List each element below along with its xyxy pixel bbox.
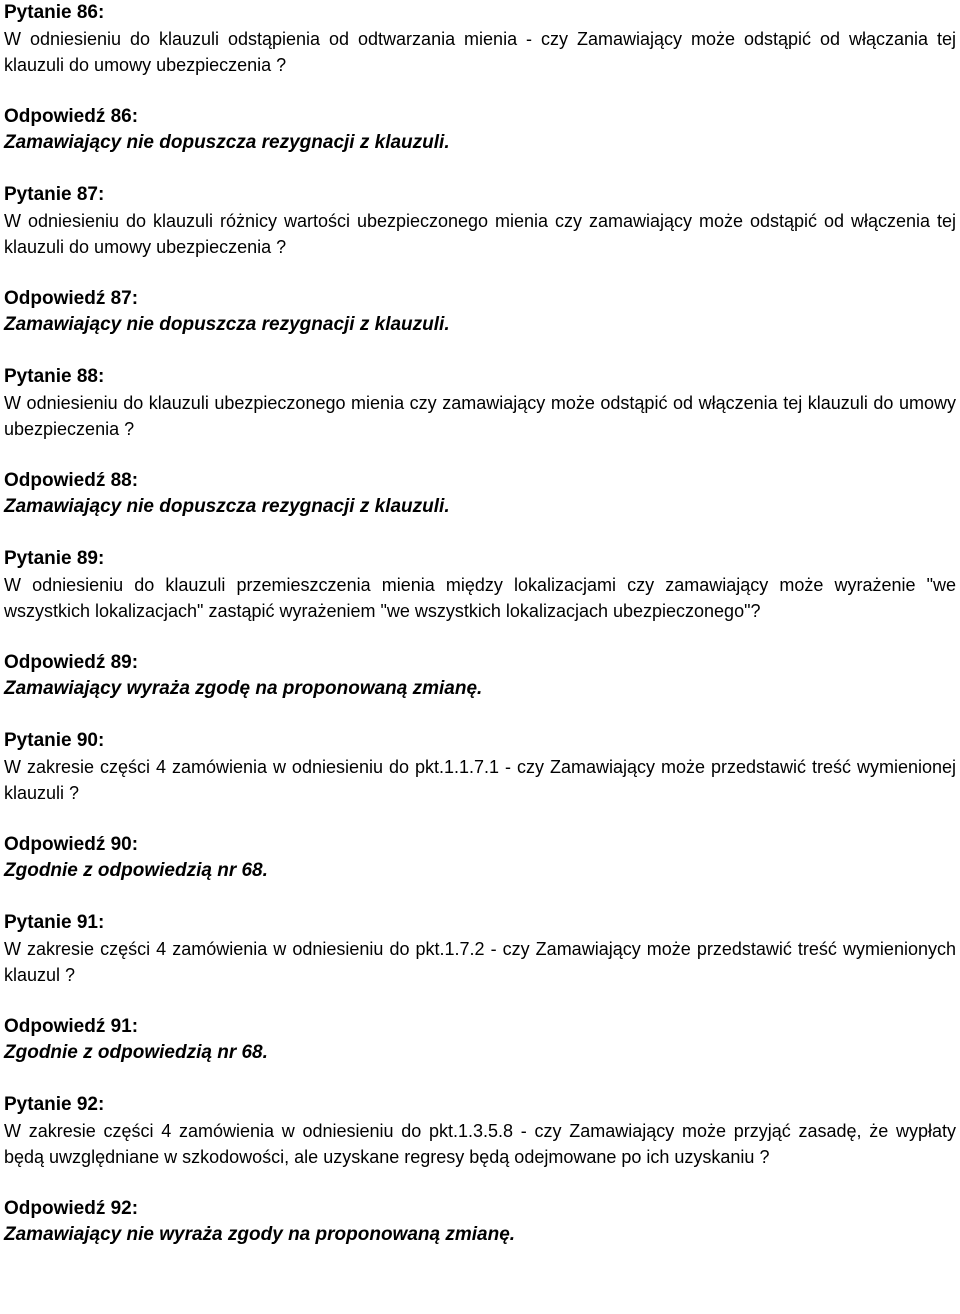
question-label: Pytanie 88:	[4, 366, 105, 387]
answer-label: Odpowiedź 92:	[4, 1198, 139, 1219]
answer-label: Odpowiedź 87:	[4, 288, 139, 309]
question-text: W zakresie części 4 zamówienia w odniesieniu do pkt.1.7.2 - czy Zamawiający może przedstawić treść wymienionych klauzul ?	[4, 939, 956, 985]
question-text: W zakresie części 4 zamówienia w odniesieniu do pkt.1.1.7.1 - czy Zamawiający może przedstawić treść wymienionej klauzuli ?	[4, 757, 956, 803]
answer-text: Zamawiający nie wyraża zgody na proponowaną zmianę.	[4, 1224, 516, 1245]
answer-label: Odpowiedź 86:	[4, 106, 139, 127]
qa-block-92	[4, 1092, 956, 1248]
qa-block-91	[4, 910, 956, 1092]
question-label: Pytanie 90:	[4, 730, 105, 751]
qa-block-90	[4, 728, 956, 910]
question-text: W zakresie części 4 zamówienia w odniesieniu do pkt.1.3.5.8 - czy Zamawiający może przyjąć zasadę, że wypłaty będą uwzględniane w szkodowości, ale uzyskane regresy będą odejmowane po ich uzyskaniu ?	[4, 1121, 956, 1167]
answer-text: Zamawiający nie dopuszcza rezygnacji z klauzuli.	[4, 132, 450, 153]
answer-text: Zgodnie z odpowiedzią nr 68.	[4, 860, 268, 881]
question-label: Pytanie 86:	[4, 2, 105, 23]
qa-block-87	[4, 182, 956, 364]
answer-label: Odpowiedź 90:	[4, 834, 139, 855]
question-label: Pytanie 87:	[4, 184, 105, 205]
answer-label: Odpowiedź 89:	[4, 652, 139, 673]
qa-block-89	[4, 546, 956, 728]
answer-text: Zamawiający nie dopuszcza rezygnacji z klauzuli.	[4, 314, 450, 335]
answer-label: Odpowiedź 91:	[4, 1016, 139, 1037]
answer-text: Zamawiający wyraża zgodę na proponowaną zmianę.	[4, 678, 483, 699]
question-label: Pytanie 91:	[4, 912, 105, 933]
question-text: W odniesieniu do klauzuli ubezpieczonego mienia czy zamawiający może odstąpić od włączenia tej klauzuli do umowy ubezpieczenia ?	[4, 393, 956, 439]
question-text: W odniesieniu do klauzuli przemieszczenia mienia między lokalizacjami czy zamawiający może wyrażenie "we wszystkich lokalizacjach" zastąpić wyrażeniem "we wszystkich lokalizacjach ubezpieczonego"?	[4, 575, 956, 621]
answer-text: Zgodnie z odpowiedzią nr 68.	[4, 1042, 268, 1063]
answer-label: Odpowiedź 88:	[4, 470, 139, 491]
qa-block-86	[4, 0, 956, 182]
question-text: W odniesieniu do klauzuli różnicy wartości ubezpieczonego mienia czy zamawiający może odstąpić od włączenia tej klauzuli do umowy ubezpieczenia ?	[4, 211, 956, 257]
question-label: Pytanie 89:	[4, 548, 105, 569]
qa-block-88	[4, 364, 956, 546]
answer-text: Zamawiający nie dopuszcza rezygnacji z klauzuli.	[4, 496, 450, 517]
question-text: W odniesieniu do klauzuli odstąpienia od odtwarzania mienia - czy Zamawiający może odstąpić od włączania tej klauzuli do umowy ubezpieczenia ?	[4, 29, 956, 75]
question-label: Pytanie 92:	[4, 1094, 105, 1115]
